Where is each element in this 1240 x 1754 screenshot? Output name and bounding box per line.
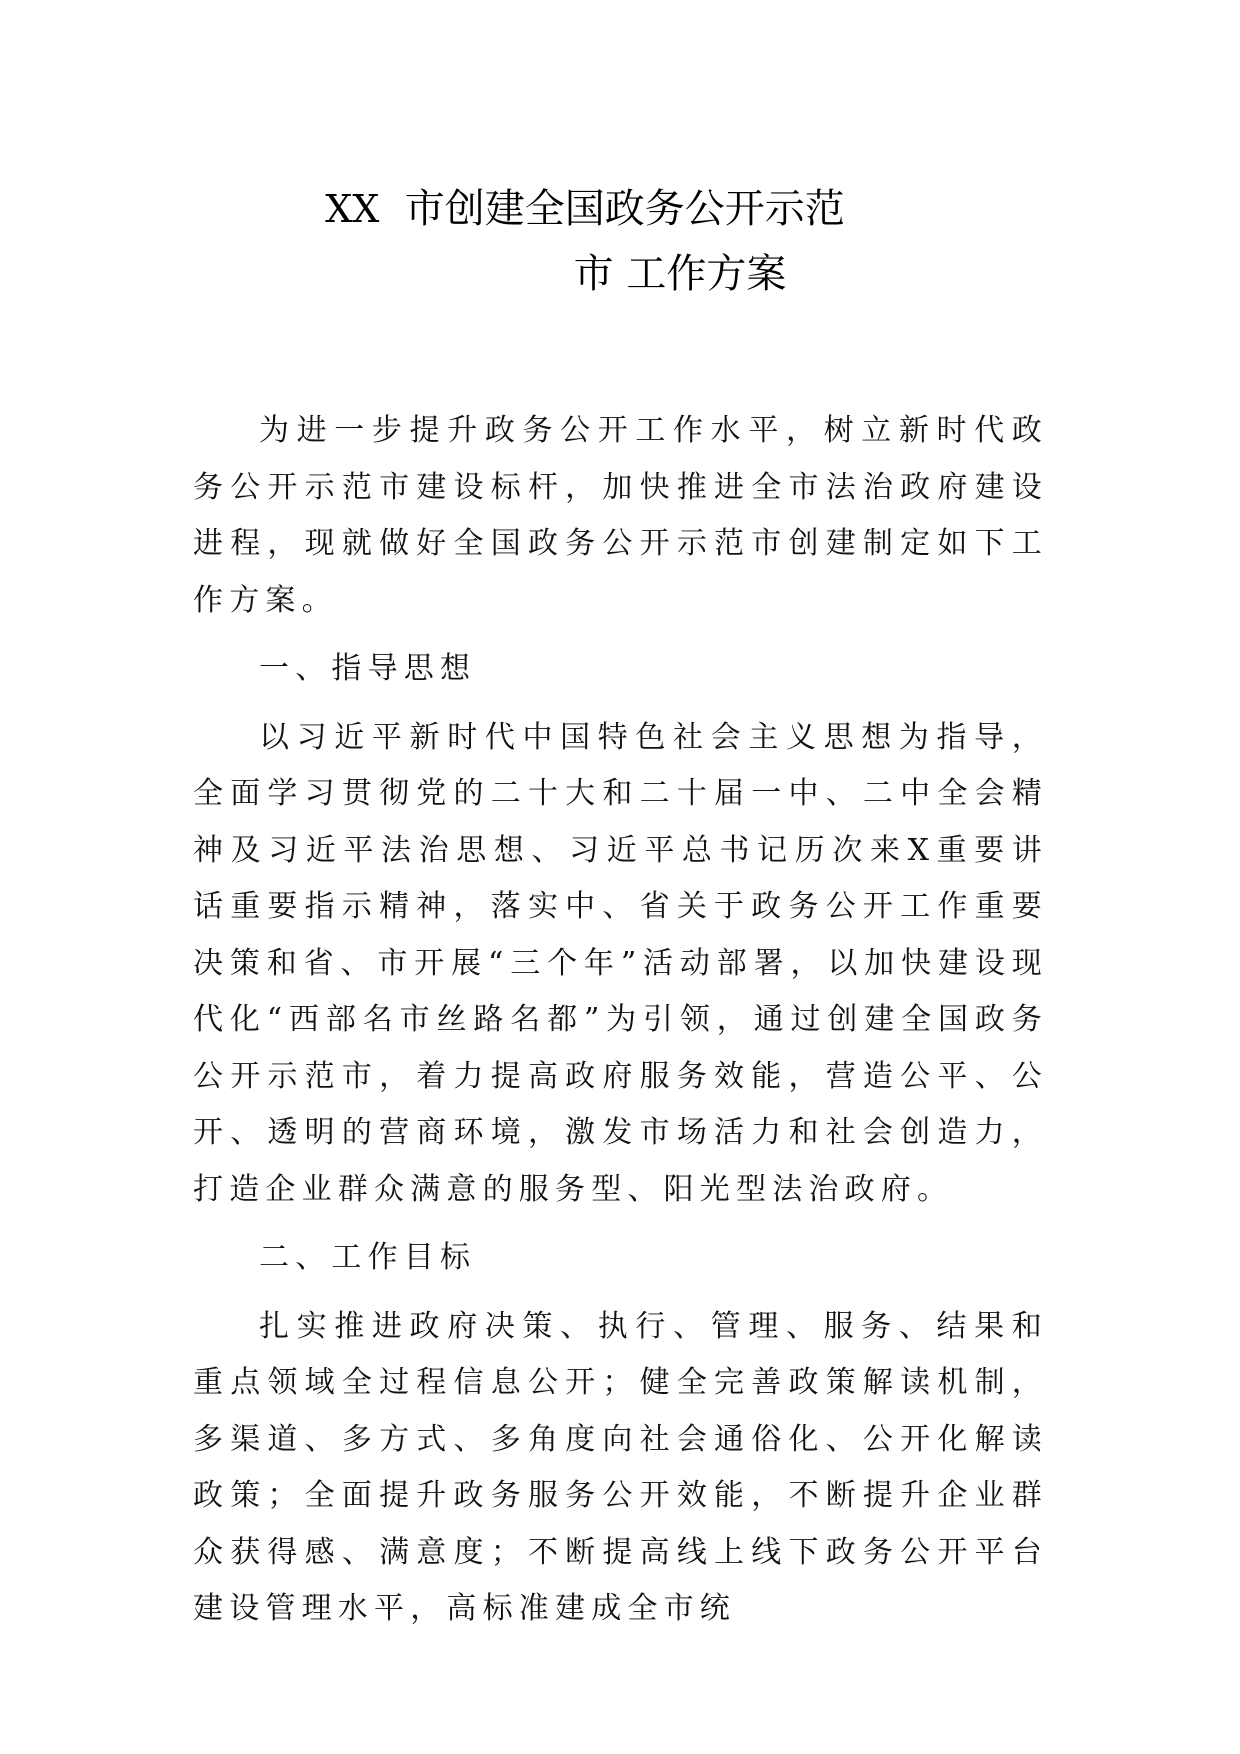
- title-latin-prefix: XX: [325, 187, 380, 231]
- document-body: [193, 403, 1048, 1638]
- section-heading-guiding-ideology: 一、指导思想: [259, 651, 477, 686]
- document-title-line-1: [0, 185, 1240, 233]
- title-line-1-text: 市创建全国政务公开示范: [404, 186, 845, 232]
- document-title-line-2: 市 工作方案: [573, 251, 787, 297]
- intro-paragraph: 为进一步提升政务公开工作水平，树立新时代政务公开示范市建设标杆，加快推进全市法治政府建设进程，现就做好全国政务公开示范市创建制定如下工作方案。: [193, 413, 1048, 618]
- work-goals-paragraph: 扎实推进政府决策、执行、管理、服务、结果和重点领域全过程信息公开；健全完善政策解读机制，多渠道、多方式、多角度向社会通俗化、公开化解读政策；全面提升政务服务公开效能，不断提升企业群众获得感、满意度；不断提高线上线下政务公开平台建设管理水平，高标准建成全市统: [193, 1308, 1048, 1626]
- section-heading-work-goals: 二、工作目标: [259, 1240, 477, 1275]
- guiding-ideology-paragraph: 以习近平新时代中国特色社会主义思想为指导，全面学习贯彻党的二十大和二十届一中、二中全会精神及习近平法治思想、习近平总书记历次来X重要讲话重要指示精神，落实中、省关于政务公开工作重要决策和省、市开展“三个年”活动部署，以加快建设现代化“西部名市丝路名都”为引领，通过创建全国政务公开示范市，着力提高政府服务效能，营造公平、公开、透明的营商环境，激发市场活力和社会创造力，打造企业群众满意的服务型、阳光型法治政府。: [193, 719, 1048, 1207]
